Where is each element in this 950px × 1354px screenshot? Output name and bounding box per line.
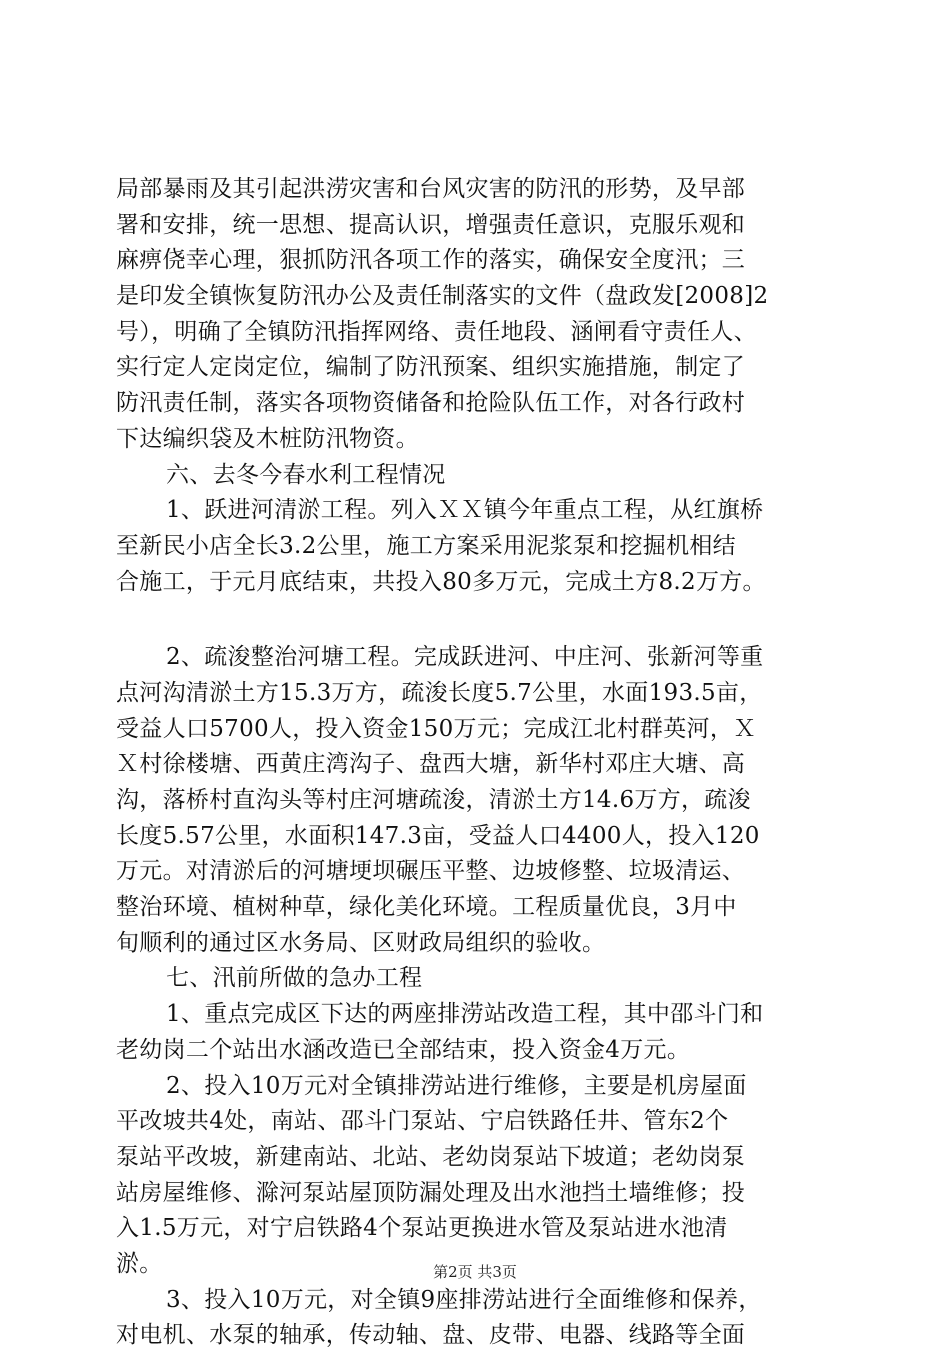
section-heading: 七、汛前所做的急办工程 xyxy=(166,965,423,992)
text-line: 署和安排，统一思想、提高认识，增强责任意识，克服乐观和 xyxy=(116,211,746,238)
paragraph-start: 1、跃进河清淤工程。列入ＸＸ镇今年重点工程，从红旗桥 xyxy=(166,497,764,524)
text-line: 整治环境、植树种草，绿化美化环境。工程质量优良，3月中 xyxy=(116,894,737,921)
text-line: 号），明确了全镇防汛指挥网络、责任地段、涵闸看守责任人、 xyxy=(116,318,757,345)
paragraph-start: 3、投入10万元，对全镇9座排涝站进行全面维修和保养， xyxy=(166,1286,762,1313)
text-line: 入1.5万元，对宁启铁路4个泵站更换进水管及泵站进水池清 xyxy=(116,1215,728,1242)
text-line: 淤。 xyxy=(116,1250,163,1277)
section-heading: 六、去冬今春水利工程情况 xyxy=(166,461,446,488)
text-line: 长度5.57公里，水面积147.3亩，受益人口4400人，投入120 xyxy=(116,822,760,849)
text-line: 旬顺利的通过区水务局、区财政局组织的验收。 xyxy=(116,929,606,956)
text-line: 局部暴雨及其引起洪涝灾害和台风灾害的防汛的形势，及早部 xyxy=(116,176,746,202)
text-line: 对电机、水泵的轴承，传动轴、盘、皮带、电器、线路等全面 xyxy=(116,1322,746,1349)
page-number-footer: 第2页 共3页 xyxy=(433,1263,517,1281)
text-line: 防汛责任制，落实各项物资储备和抢险队伍工作，对各行政村 xyxy=(116,390,746,417)
text-line: 点河沟清淤土方15.3万方，疏浚长度5.7公里，水面193.5亩， xyxy=(116,679,763,706)
text-line: 实行定人定岗定位，编制了防汛预案、组织实施措施，制定了 xyxy=(116,354,746,381)
text-line: 受益人口5700人，投入资金150万元；完成江北村群英河，Ｘ xyxy=(116,715,757,742)
blank-line xyxy=(116,600,836,640)
text-line: 麻痹侥幸心理，狠抓防汛各项工作的落实，确保安全度汛；三 xyxy=(116,247,746,274)
text-line: 万元。对清淤后的河塘埂坝碾压平整、边坡修整、垃圾清运、 xyxy=(116,858,746,885)
text-line: 沟，落桥村直沟头等村庄河塘疏浚，清淤土方14.6万方，疏浚 xyxy=(116,787,751,813)
text-line: 站房屋维修、滁河泵站屋顶防漏处理及出水池挡土墙维修；投 xyxy=(116,1179,746,1206)
text-line: 泵站平改坡，新建南站、北站、老幼岗泵站下坡道；老幼岗泵 xyxy=(116,1143,746,1170)
text-line: 下达编织袋及木桩防汛物资。 xyxy=(116,425,419,452)
paragraph-start: 2、疏浚整治河塘工程。完成跃进河、中庄河、张新河等重 xyxy=(166,644,764,671)
text-line: 老幼岗二个站出水涵改造已全部结束，投入资金4万元。 xyxy=(116,1036,691,1063)
document-body xyxy=(116,172,836,1354)
paragraph-start: 1、重点完成区下达的两座排涝站改造工程，其中邵斗门和 xyxy=(166,1001,764,1028)
paragraph-start: 2、投入10万元对全镇排涝站进行维修，主要是机房屋面 xyxy=(166,1072,747,1099)
text-line: 平改坡共4处，南站、邵斗门泵站、宁启铁路任井、管东2个 xyxy=(116,1108,729,1135)
text-line: 是印发全镇恢复防汛办公及责任制落实的文件（盘政发[2008]2 xyxy=(116,283,769,310)
text-line: 至新民小店全长3.2公里，施工方案采用泥浆泵和挖掘机相结 xyxy=(116,532,736,559)
text-line: 合施工，于元月底结束，共投入80多万元，完成土方8.2万方。 xyxy=(116,568,766,595)
text-line: Ｘ村徐楼塘、西黄庄湾沟子、盘西大塘，新华村邓庄大塘、高 xyxy=(116,751,746,778)
